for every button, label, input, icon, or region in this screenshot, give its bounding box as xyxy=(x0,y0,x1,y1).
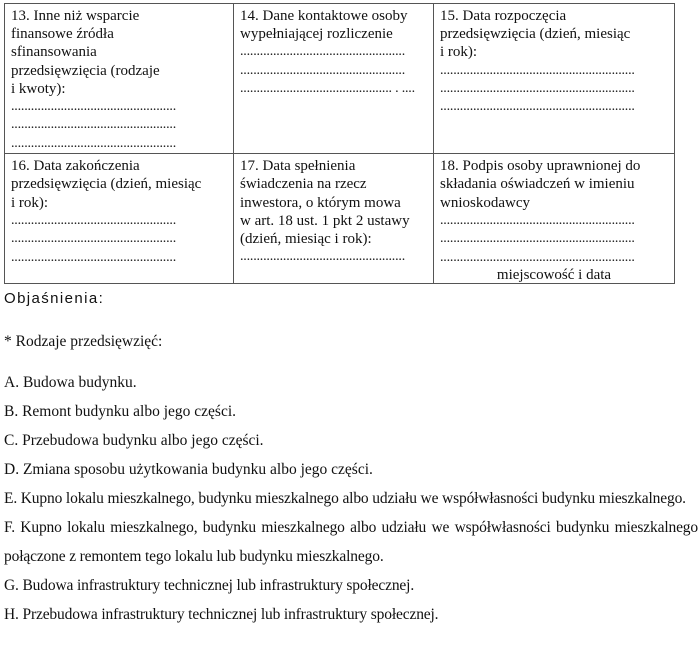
list-item-f: F. Kupno lokalu mieszkalnego, budynku mieszkalnego albo udziału we współwłasności budynku mieszkalnego połączone z remontem tego lokalu lub budynku mieszkalnego. xyxy=(4,519,698,565)
field-label-line: wnioskodawcy xyxy=(440,194,530,211)
field-label-line: 18. Podpis osoby uprawnionej do xyxy=(440,158,641,175)
field-label-line: 15. Data rozpoczęcia xyxy=(440,8,567,24)
place-and-date-caption: miejscowość i data xyxy=(496,267,612,284)
field-label-line: finansowe źródła xyxy=(11,26,114,43)
field-label-line: i rok): xyxy=(11,194,49,211)
field-label-line: świadczenia na rzecz xyxy=(240,176,367,193)
field-label-line: i kwoty): xyxy=(11,80,66,97)
project-types-list xyxy=(4,368,698,629)
list-item-g: G. Budowa infrastruktury technicznej lub infrastruktury społecznej. xyxy=(4,577,415,594)
field-label-line: 16. Data zakończenia xyxy=(11,158,140,175)
field-label-line: (dzień, miesiąc i rok): xyxy=(240,231,372,248)
dotted-entry-line[interactable]: .................................................. xyxy=(240,249,406,265)
dotted-entry-line[interactable]: .................................................. xyxy=(11,135,177,151)
form-table xyxy=(4,3,675,284)
field-label-line: 13. Inne niż wsparcie xyxy=(11,8,140,24)
dotted-entry-line[interactable]: .............................................. . .... xyxy=(240,81,415,97)
field-label-line: wypełniającej rozliczenie xyxy=(240,26,393,43)
dotted-entry-line[interactable]: .................................................. xyxy=(11,212,177,228)
field-label-line: przedsięwzięcia (rodzaje xyxy=(11,62,160,79)
field-label-line: przedsięwzięcia (dzień, miesiąc xyxy=(440,26,631,43)
list-item-c: C. Przebudowa budynku albo jego części. xyxy=(4,432,264,449)
dotted-entry-line[interactable]: .................................................. xyxy=(11,117,177,133)
list-item-d: D. Zmiana sposobu użytkowania budynku albo jego części. xyxy=(4,461,373,478)
field-label-line: sfinansowania xyxy=(11,44,97,61)
field-label-line: inwestora, o którym mowa xyxy=(240,194,401,211)
field-label-line: 14. Dane kontaktowe osoby xyxy=(240,8,408,24)
field-17-performance-date[interactable] xyxy=(234,154,434,284)
dotted-entry-line[interactable]: .................................................. xyxy=(11,231,177,247)
dotted-entry-line[interactable]: .................................................. xyxy=(11,99,177,115)
field-label-line: 17. Data spełnienia xyxy=(240,158,356,175)
form-row-1 xyxy=(5,4,675,154)
list-item-a: A. Budowa budynku. xyxy=(4,374,137,391)
field-15-start-date[interactable] xyxy=(434,4,675,154)
dotted-entry-line[interactable]: ........................................................... xyxy=(440,249,635,265)
dotted-entry-line[interactable]: ........................................................... xyxy=(440,212,635,228)
field-label-line: przedsięwzięcia (dzień, miesiąc xyxy=(11,176,202,193)
dotted-entry-line[interactable]: ........................................................... xyxy=(440,99,635,115)
field-18-signature[interactable] xyxy=(434,154,675,284)
field-14-contact-details[interactable] xyxy=(234,4,434,154)
explanations-title: Objaśnienia: xyxy=(4,290,105,307)
field-13-other-funding-sources[interactable] xyxy=(5,4,234,154)
dotted-entry-line[interactable]: ........................................................... xyxy=(440,62,635,78)
dotted-entry-line[interactable]: .................................................. xyxy=(11,249,177,265)
dotted-entry-line[interactable]: .................................................. xyxy=(240,62,406,78)
field-label-line: i rok): xyxy=(440,44,478,61)
field-16-end-date[interactable] xyxy=(5,154,234,284)
field-label-line: składania oświadczeń w imieniu xyxy=(440,176,635,193)
dotted-entry-line[interactable]: ........................................................... xyxy=(440,81,635,97)
form-row-2 xyxy=(5,154,675,284)
list-item-b: B. Remont budynku albo jego części. xyxy=(4,403,237,420)
dotted-entry-line[interactable]: .................................................. xyxy=(240,44,406,60)
list-item-e: E. Kupno lokalu mieszkalnego, budynku mieszkalnego albo udziału we współwłasności budynku mieszkalnego. xyxy=(4,490,686,507)
project-types-intro: * Rodzaje przedsięwzięć: xyxy=(4,333,163,350)
dotted-entry-line[interactable]: ........................................................... xyxy=(440,231,635,247)
field-label-line: w art. 18 ust. 1 pkt 2 ustawy xyxy=(240,212,410,229)
list-item-h: H. Przebudowa infrastruktury technicznej lub infrastruktury społecznej. xyxy=(4,606,439,623)
